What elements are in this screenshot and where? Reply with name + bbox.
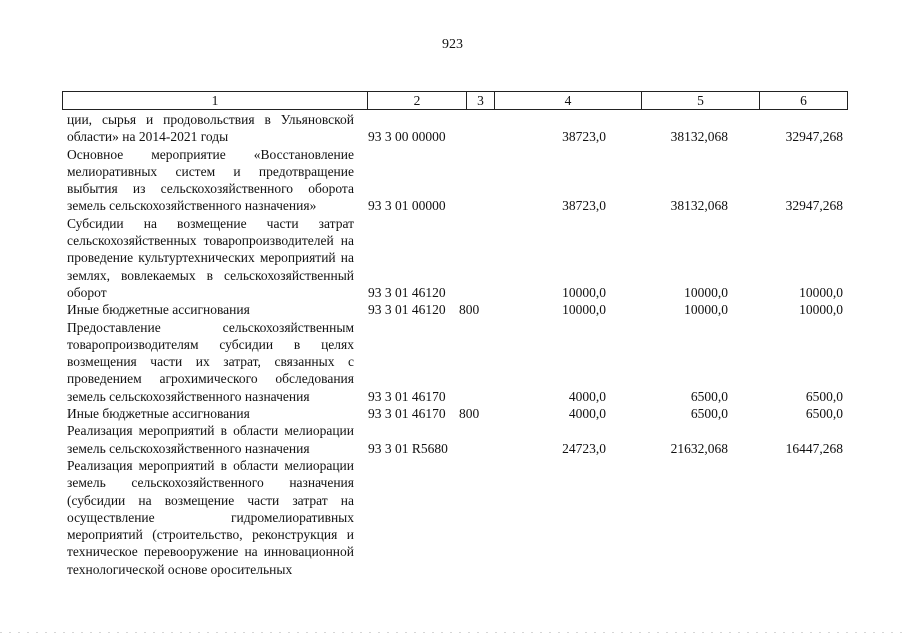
row-value-5: 38132,068 [670,129,728,145]
row-code: 93 3 01 46170 [368,406,446,422]
row-value-5: 6500,0 [690,388,728,404]
row-value-6: 6500,0 [805,388,843,404]
header-col-3: 3 [467,92,495,109]
row-value-6: 6500,0 [805,406,843,422]
table-row [67,319,847,405]
header-col-2: 2 [368,92,467,109]
page-number: 923 [442,37,463,52]
row-name: ции, сырья и продовольствия в Ульяновской области» на 2014-2021 годы [67,112,354,145]
row-value-4: 38723,0 [562,129,606,145]
row-value-5: 21632,068 [670,440,728,456]
row-value-6: 16447,268 [785,440,843,456]
row-name: Предоставление сельскохозяйственным товаропроизводителям субсидии в целях возмещения части их затрат, связанных с проведением агрохимического обследования земель сельскохозяйственного назначения [67,319,354,404]
row-code: 93 3 01 46120 [368,302,446,318]
scan-artifact-line [0,632,905,633]
table-header [62,91,848,110]
row-code: 93 3 01 46120 [368,284,446,300]
row-value-6: 10000,0 [799,284,843,300]
row-value-4: 4000,0 [568,406,606,422]
row-value-6: 32947,268 [785,129,843,145]
row-value-4: 10000,0 [562,302,606,318]
row-name: Иные бюджетные ассигнования [67,302,250,318]
row-value-6: 10000,0 [799,302,843,318]
row-value-5: 38132,068 [670,198,728,214]
table-row [67,111,847,146]
header-col-5: 5 [642,92,760,109]
row-code: 93 3 01 00000 [368,198,446,214]
row-value-4: 4000,0 [568,388,606,404]
row-value-5: 10000,0 [684,302,728,318]
row-code: 93 3 01 R5680 [368,440,448,456]
row-name: Основное мероприятие «Восстановление мелиоративных систем и предотвращение выбытия из сельскохозяйственного оборота земель сельскохозяйственного назначения» [67,146,354,214]
row-value-4: 10000,0 [562,284,606,300]
row-expense-type: 800 [459,406,480,422]
row-name: Реализация мероприятий в области мелиорации земель сельскохозяйственного назначения (субсидии на возмещение части затрат на осуществление гидромелиоративных мероприятий (строительство, реконструкция и техническое перевооружение на инновационной технологической основе оросительных [67,457,354,577]
table-row [67,301,847,318]
header-col-4: 4 [495,92,642,109]
row-value-6: 32947,268 [785,198,843,214]
row-value-4: 38723,0 [562,198,606,214]
row-value-4: 24723,0 [562,440,606,456]
table-row [67,457,847,578]
row-value-5: 10000,0 [684,284,728,300]
table-row [67,146,847,215]
row-name: Реализация мероприятий в области мелиорации земель сельскохозяйственного назначения [67,423,354,456]
row-expense-type: 800 [459,302,480,318]
row-code: 93 3 00 00000 [368,129,446,145]
table-row [67,405,847,422]
row-name: Иные бюджетные ассигнования [67,406,250,422]
table-body [67,111,847,578]
row-code: 93 3 01 46170 [368,388,446,404]
row-value-5: 6500,0 [690,406,728,422]
row-name: Субсидии на возмещение части затрат сельскохозяйственных товаропроизводителей на проведение культуртехнических мероприятий на землях, вовлекаемых в сельскохозяйственный оборот [67,215,354,300]
header-col-1: 1 [63,92,368,109]
table-row [67,422,847,457]
header-col-6: 6 [800,93,807,108]
table-row [67,215,847,301]
